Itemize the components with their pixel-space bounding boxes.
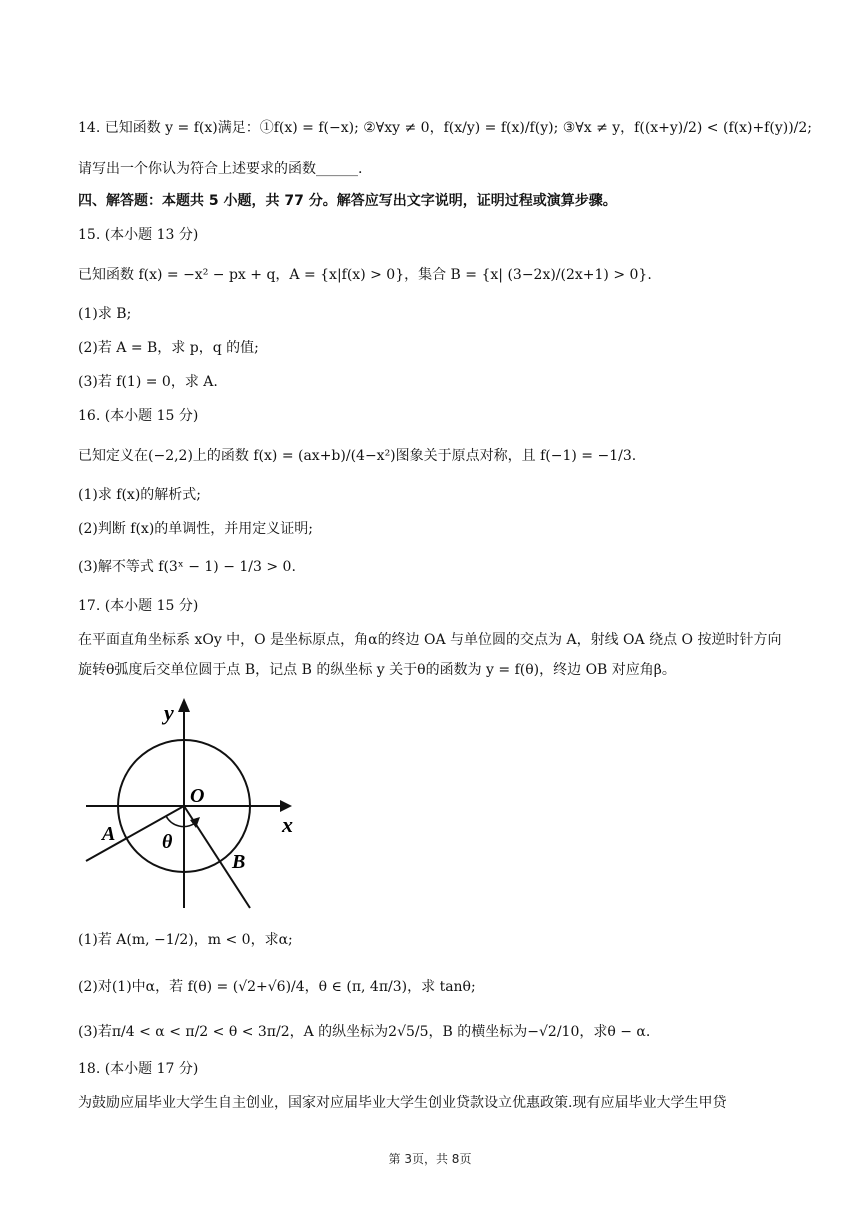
- x-axis-arrow: [280, 800, 292, 812]
- q15-part1: (1)求 B;: [78, 306, 132, 322]
- b-label: B: [232, 851, 246, 873]
- q15-part2: (2)若 A = B，求 p，q 的值;: [78, 340, 259, 356]
- q16-part2: (2)判断 f(x)的单调性，并用定义证明;: [78, 521, 313, 537]
- theta-label: θ: [162, 831, 173, 853]
- q18-stem: 为鼓励应届毕业大学生自主创业，国家对应届毕业大学生创业贷款设立优惠政策.现有应届毕业大学生甲贷: [78, 1095, 727, 1111]
- q15-stem: 已知函数 f(x) = −x² − px + q，A = {x|f(x) > 0}，集合 B = {x| (3−2x)/(2x+1) > 0}.: [78, 267, 652, 283]
- q17-part2: (2)对(1)中α，若 f(θ) = (√2+√6)/4，θ ∈ (π, 4π/3)，求 tanθ;: [78, 979, 476, 995]
- y-axis-arrow: [178, 698, 190, 712]
- q16-part1: (1)求 f(x)的解析式;: [78, 487, 201, 503]
- section-heading: 四、解答题：本题共 5 小题，共 77 分。解答应写出文字说明，证明过程或演算步骤。: [78, 193, 617, 209]
- q15-part3: (3)若 f(1) = 0，求 A.: [78, 374, 218, 390]
- unit-circle-figure: [80, 696, 300, 912]
- q15-header: 15. (本小题 13 分): [78, 227, 199, 243]
- x-label: x: [282, 812, 293, 837]
- line-q14-answer: 请写出一个你认为符合上述要求的函数______.: [78, 161, 363, 177]
- page-footer: 第 3页，共 8页: [388, 1152, 472, 1166]
- a-label: A: [102, 823, 116, 845]
- q17-part3: (3)若π/4 < α < π/2 < θ < 3π/2，A 的纵坐标为2√5/5，B 的横坐标为−√2/10，求θ − α.: [78, 1024, 651, 1040]
- q16-header: 16. (本小题 15 分): [78, 408, 199, 424]
- q16-stem: 已知定义在(−2,2)上的函数 f(x) = (ax+b)/(4−x²)图象关于原点对称，且 f(−1) = −1/3.: [78, 448, 637, 464]
- y-label: y: [164, 700, 174, 725]
- q16-part3: (3)解不等式 f(3ˣ − 1) − 1/3 > 0.: [78, 559, 296, 575]
- q18-header: 18. (本小题 17 分): [78, 1061, 199, 1077]
- q17-stem: 在平面直角坐标系 xOy 中，O 是坐标原点，角α的终边 OA 与单位圆的交点为 A，射线 OA 绕点 O 按逆时针方向旋转θ弧度后交单位圆于点 B，记点 B 的纵坐标 y 关于θ的函数为 y = f(θ)，终边 OB 对应角β。: [78, 632, 782, 678]
- line-q14: 14. 已知函数 y = f(x)满足：①f(x) = f(−x); ②∀xy ≠ 0，f(x/y) = f(x)/f(y); ③∀x ≠ y，f((x+y)/2) < (f(x)+f(y))/2;: [78, 120, 813, 136]
- o-label: O: [190, 785, 205, 807]
- q17-part1: (1)若 A(m, −1/2)，m < 0，求α;: [78, 932, 293, 948]
- q17-header: 17. (本小题 15 分): [78, 598, 199, 614]
